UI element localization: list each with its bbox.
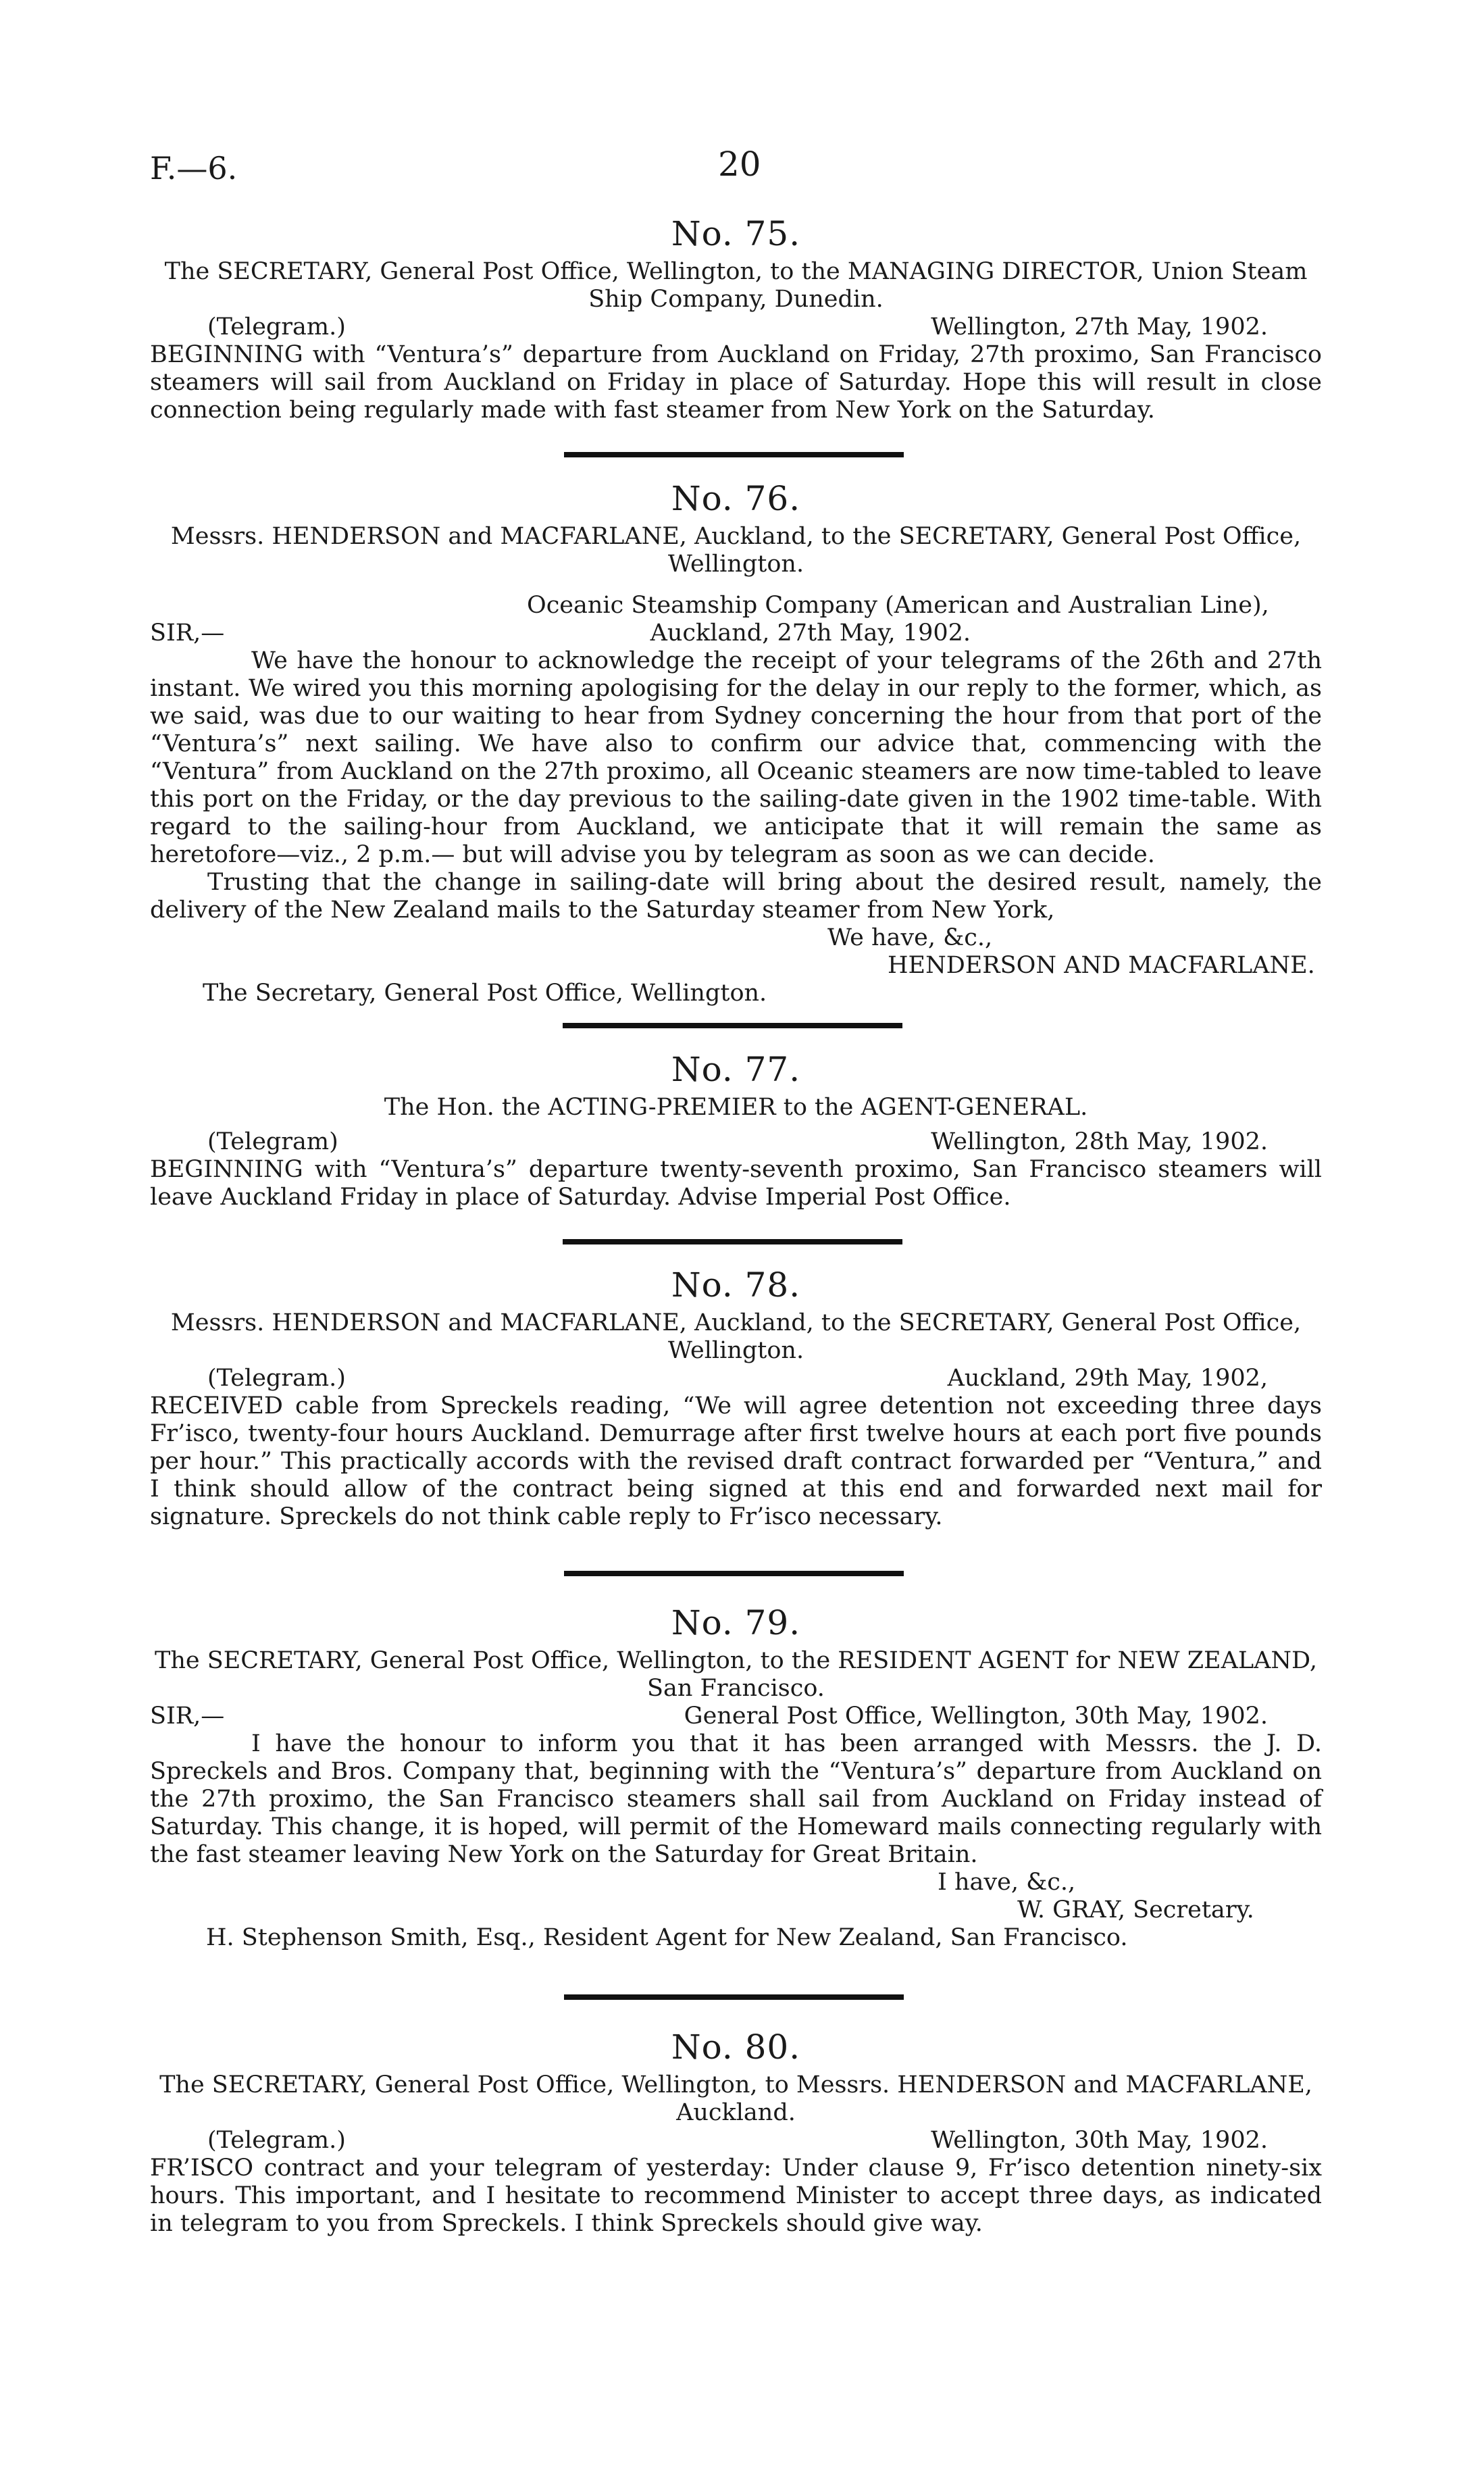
- letter-closing: We have, &c.,: [827, 924, 993, 951]
- letter-paragraph: I have the honour to inform you that it has been arranged with Messrs. the J. D. Spreckels and Bros. Company that, beginning with the “Ventura’s” departure from Auckland on the 27th proximo, the San Francisco steamers shall sail from Auckland on Friday instead of Saturday. This change, it is hoped, will permit of the Homeward mails connecting regularly with the fast steamer leaving New York on the Saturday for Great Britain.: [150, 1730, 1322, 1868]
- section-address-cont: Auckland.: [676, 2099, 796, 2126]
- telegram-date: Wellington, 30th May, 1902.: [931, 2127, 1268, 2154]
- telegram-date: Wellington, 28th May, 1902.: [931, 1128, 1268, 1155]
- telegram-label: (Telegram.): [207, 313, 346, 341]
- page-number: 20: [718, 145, 761, 184]
- section-address-cont: San Francisco.: [647, 1675, 825, 1702]
- section-divider: [563, 1239, 902, 1244]
- salutation: SIR,—: [150, 1703, 225, 1730]
- section-number: No. 79.: [671, 1603, 801, 1642]
- salutation: SIR,—: [150, 620, 225, 647]
- section-address: The SECRETARY, General Post Office, Wellington, to the RESIDENT AGENT for NEW ZEALAND,: [155, 1647, 1317, 1674]
- telegram-meta: [150, 313, 1322, 341]
- letter-place: Oceanic Steamship Company (American and Australian Line),: [527, 592, 1269, 619]
- section-number: No. 75.: [671, 214, 801, 253]
- section-number: No. 80.: [671, 2028, 801, 2067]
- letter-addressee: The Secretary, General Post Office, Wellington.: [203, 980, 767, 1007]
- section-divider: [564, 452, 904, 457]
- letter-salutation-row: [150, 1703, 1322, 1730]
- section-address: The SECRETARY, General Post Office, Wellington, to Messrs. HENDERSON and MACFARLANE,: [159, 2071, 1312, 2098]
- section-no-77: [150, 1049, 1322, 1211]
- section-no-79: [150, 1603, 1322, 1952]
- telegram-body: BEGINNING with “Ventura’s” departure from Auckland on Friday, 27th proximo, San Francisco steamers will sail from Auckland on Friday in place of Saturday. Hope this will result in close connection being regularly made with fast steamer from New York on the Saturday.: [150, 341, 1322, 424]
- telegram-body: RECEIVED cable from Spreckels reading, “We will agree detention not exceeding three days Fr’isco, twenty-four hours Auckland. Demurrage after first twelve hours at each port five pounds per hour.” This practically accords with the revised draft contract forwarded per “Ventura,” and I think should allow of the contract being signed at this end and forwarded next mail for signature. Spreckels do not think cable reply to Fr’isco necessary.: [150, 1392, 1322, 1530]
- telegram-date: Wellington, 27th May, 1902.: [931, 313, 1268, 341]
- telegram-meta: [150, 1128, 1322, 1156]
- section-address-cont: Wellington.: [667, 551, 804, 578]
- section-address-cont: Ship Company, Dunedin.: [588, 286, 884, 313]
- section-divider: [564, 1571, 904, 1576]
- telegram-meta: [150, 2127, 1322, 2155]
- section-address: Messrs. HENDERSON and MACFARLANE, Auckland, to the SECRETARY, General Post Office,: [170, 1309, 1302, 1336]
- telegram-body: BEGINNING with “Ventura’s” departure twenty-seventh proximo, San Francisco steamers will leave Auckland Friday in place of Saturday. Advise Imperial Post Office.: [150, 1156, 1322, 1211]
- letter-addressee: H. Stephenson Smith, Esq., Resident Agent for New Zealand, San Francisco.: [206, 1924, 1128, 1951]
- section-address-cont: Wellington.: [667, 1337, 804, 1364]
- letter-date: Auckland, 27th May, 1902.: [650, 620, 971, 647]
- telegram-date: Auckland, 29th May, 1902,: [947, 1365, 1268, 1392]
- section-number: No. 77.: [671, 1050, 801, 1089]
- section-no-78: [150, 1265, 1322, 1531]
- letter-salutation-row: [150, 620, 1322, 647]
- section-no-75: [150, 213, 1322, 424]
- section-number: No. 76.: [671, 479, 801, 518]
- letter-paragraph: We have the honour to acknowledge the receipt of your telegrams of the 26th and 27th instant. We wired you this morning apologising for the delay in our reply to the former, which, as we said, was due to our waiting to hear from Sydney concerning the hour from that port of the “Ventura’s” next sailing. We have also to confirm our advice that, commencing with the “Ventura” from Auckland on the 27th proximo, all Oceanic steamers are now time-tabled to leave this port on the Friday, or the day previous to the sailing-date given in the 1902 time-table. With regard to the sailing-hour from Auckland, we anticipate that it will remain the same as heretofore—viz., 2 p.m.— but will advise you by telegram as soon as we can decide.: [150, 647, 1322, 868]
- telegram-body: FR’ISCO contract and your telegram of yesterday: Under clause 9, Fr’isco detention ninety-six hours. This important, and I hesitate to recommend Minister to accept three days, as indicated in telegram to you from Spreckels. I think Spreckels should give way.: [150, 2155, 1322, 2237]
- telegram-label: (Telegram): [207, 1128, 338, 1155]
- section-address: The SECRETARY, General Post Office, Wellington, to the MANAGING DIRECTOR, Union Steam: [164, 258, 1308, 285]
- telegram-label: (Telegram.): [207, 1365, 346, 1392]
- letter-paragraph: Trusting that the change in sailing-date will bring about the desired result, namely, the delivery of the New Zealand mails to the Saturday steamer from New York,: [150, 869, 1322, 924]
- letter-signature: W. GRAY, Secretary.: [1017, 1896, 1254, 1923]
- letter-signature: HENDERSON AND MACFARLANE.: [888, 952, 1315, 979]
- letter-date: General Post Office, Wellington, 30th May, 1902.: [684, 1703, 1268, 1730]
- letter-closing: I have, &c.,: [938, 1869, 1076, 1896]
- telegram-meta: [150, 1365, 1322, 1392]
- section-address: Messrs. HENDERSON and MACFARLANE, Auckland, to the SECRETARY, General Post Office,: [170, 523, 1302, 550]
- section-no-80: [150, 2027, 1322, 2238]
- section-divider: [564, 1994, 904, 2000]
- telegram-label: (Telegram.): [207, 2127, 346, 2154]
- section-divider: [563, 1023, 902, 1028]
- section-no-76: [150, 478, 1322, 1007]
- section-number: No. 78.: [671, 1265, 801, 1305]
- document-reference: F.—6.: [150, 150, 238, 186]
- section-address: The Hon. the ACTING-PREMIER to the AGENT-GENERAL.: [384, 1094, 1088, 1121]
